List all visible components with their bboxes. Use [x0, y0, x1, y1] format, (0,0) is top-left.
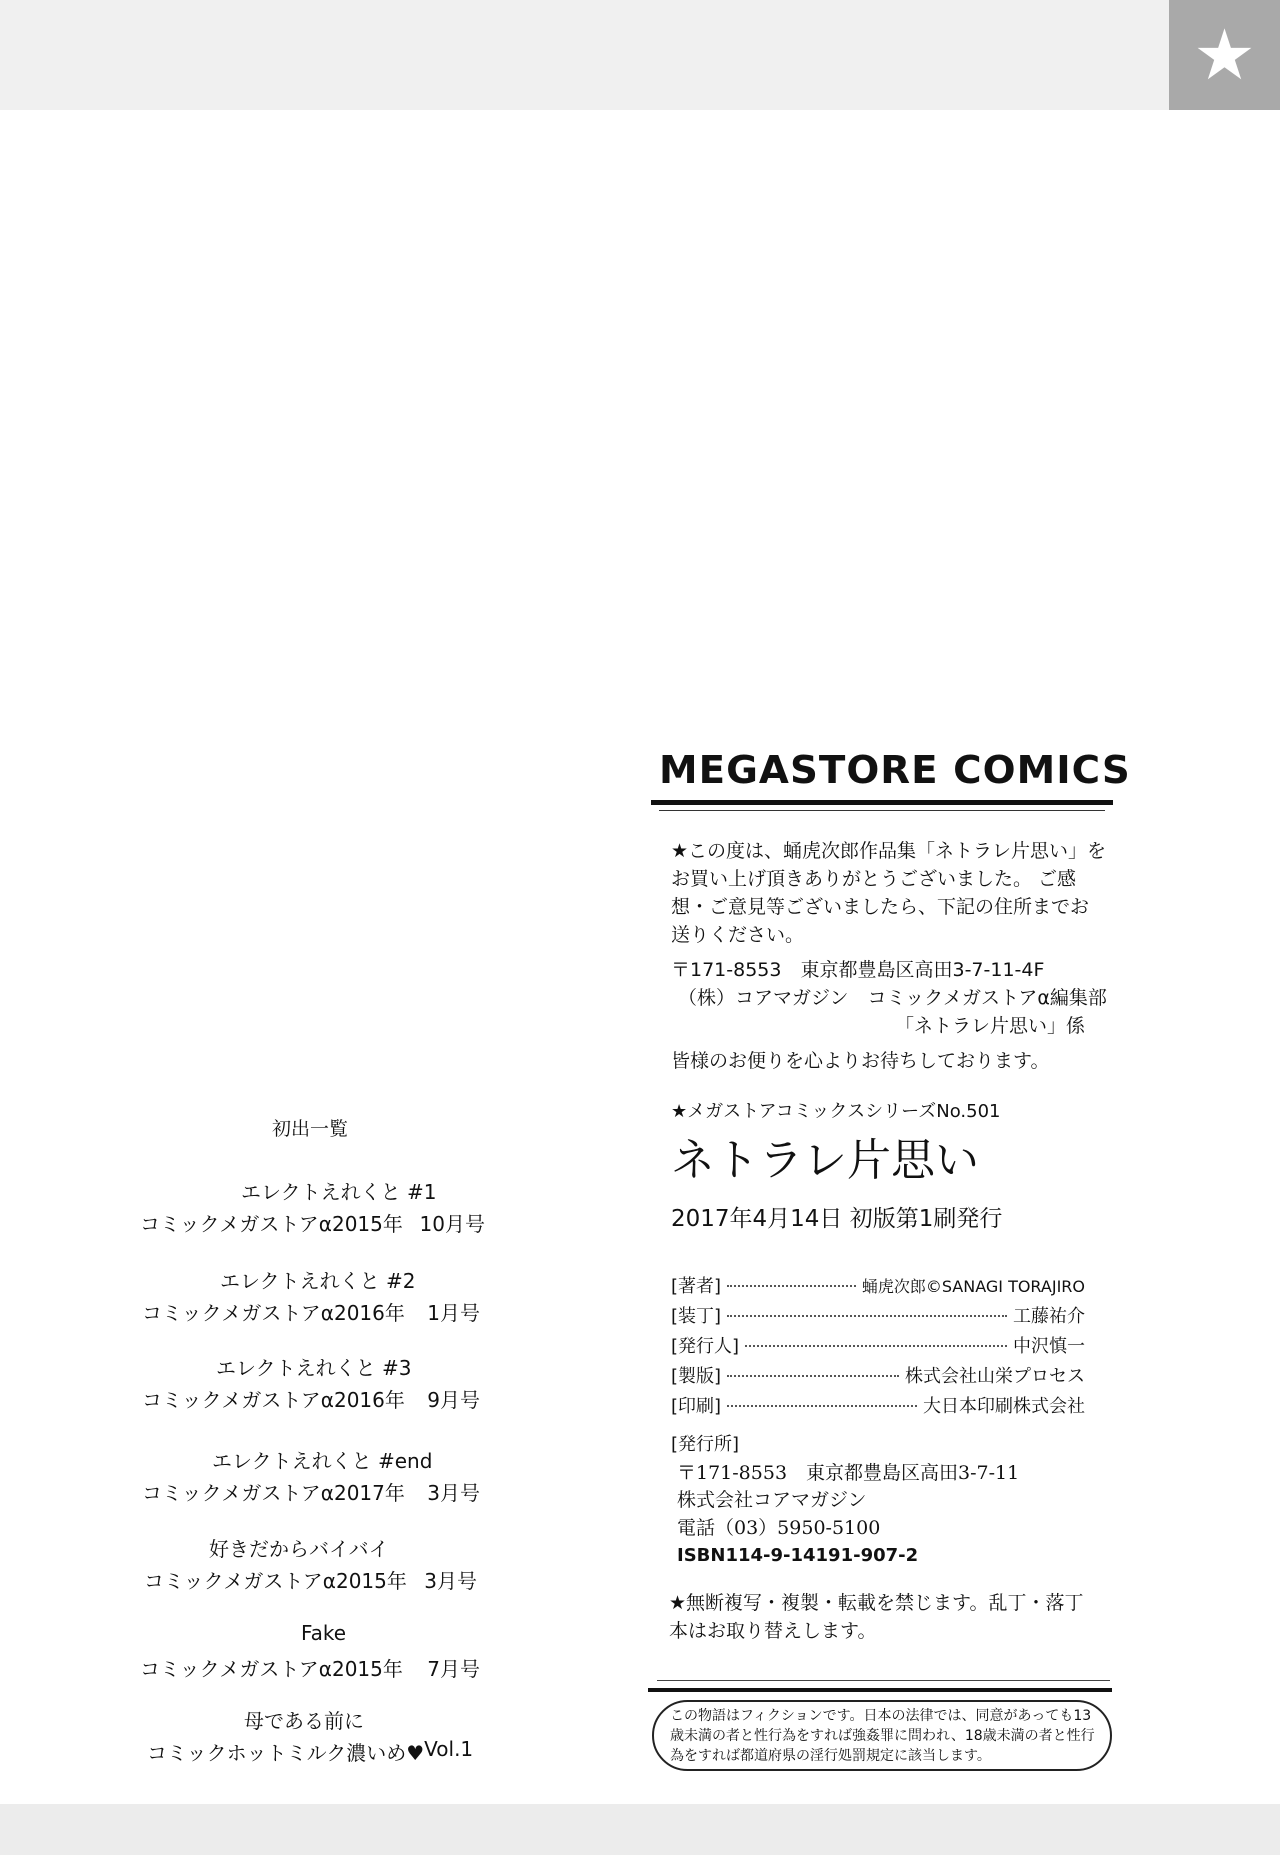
entry-title: Fake — [301, 1621, 347, 1645]
credit-row — [671, 1392, 1085, 1418]
credit-label: [印刷] — [671, 1396, 722, 1417]
entry-title: 母である前に — [244, 1709, 364, 1733]
divider — [651, 800, 1113, 805]
entry-issue: 9月号 — [427, 1388, 480, 1412]
entry-title: エレクトえれくと #2 — [220, 1269, 416, 1293]
star-icon: ★ — [1169, 0, 1280, 110]
publisher-phone: 電話（03）5950-5100 — [677, 1517, 881, 1539]
credit-row — [671, 1302, 1085, 1328]
address-line: （株）コアマガジン コミックメガストアα編集部 — [678, 987, 1107, 1009]
message-line: 送りください。 — [671, 924, 805, 946]
isbn: ISBN114-9-14191-907-2 — [677, 1545, 919, 1566]
credit-value: 工藤祐介 — [1013, 1306, 1085, 1327]
publisher-label: [発行所] — [671, 1434, 740, 1455]
book-title: ネトラレ片思い — [671, 1135, 979, 1186]
entry-issue: Vol.1 — [424, 1737, 474, 1761]
credit-row — [671, 1272, 1085, 1298]
entry-magazine: コミックメガストアα2016年 — [142, 1301, 405, 1325]
leader-dots — [727, 1405, 917, 1407]
credit-label: [発行人] — [671, 1336, 740, 1357]
entry-magazine: コミックメガストアα2017年 — [142, 1481, 405, 1505]
entry-issue: 7月号 — [427, 1657, 480, 1681]
divider — [659, 810, 1105, 811]
message-line: お買い上げ頂きありがとうございました。 ご感 — [671, 868, 1077, 890]
leader-dots — [727, 1285, 856, 1287]
leader-dots — [745, 1345, 1007, 1347]
message-line: ★この度は、蛹虎次郎作品集「ネトラレ片思い」を — [671, 840, 1107, 862]
entry-source — [142, 1297, 480, 1326]
entry-source — [144, 1565, 477, 1594]
leader-dots — [727, 1375, 899, 1377]
entry-source — [147, 1737, 472, 1766]
credit-value: 株式会社山栄プロセス — [905, 1366, 1085, 1387]
divider — [648, 1688, 1112, 1692]
entry-title: エレクトえれくと #1 — [241, 1180, 437, 1204]
entry-magazine: コミックメガストアα2016年 — [142, 1388, 405, 1412]
entry-magazine: コミックメガストアα2015年 — [144, 1569, 407, 1593]
credit-label: [製版] — [671, 1366, 722, 1387]
divider — [657, 1680, 1110, 1681]
entry-title: エレクトえれくと #3 — [216, 1356, 412, 1380]
entry-magazine: コミックメガストアα2015年 — [140, 1657, 403, 1681]
disclaimer-text: この物語はフィクションです。日本の法律では、同意があっても13歳未満の者と性行為をすれば強姦罪に問われ、18歳未満の者と性行為をすれば都道府県の淫行処罰規定に該当します。 — [670, 1708, 1095, 1764]
credit-row — [671, 1332, 1085, 1358]
series-number: ★メガストアコミックスシリーズNo.501 — [671, 1101, 1001, 1122]
brand-logo: MEGASTORE COMICS — [659, 748, 1131, 792]
entry-magazine: コミックメガストアα2015年 — [140, 1212, 403, 1236]
publisher-company: 株式会社コアマガジン — [677, 1489, 867, 1511]
entry-source — [142, 1477, 480, 1506]
entry-issue: 3月号 — [424, 1569, 477, 1593]
address-line: 〒171-8553 東京都豊島区高田3-7-11-4F — [671, 959, 1045, 981]
address-line: 「ネトラレ片思い」係 — [894, 1015, 1085, 1037]
first-appearance-heading: 初出一覧 — [272, 1118, 349, 1140]
publication-date: 2017年4月14日 初版第1刷発行 — [671, 1206, 1003, 1232]
credit-label: [著者] — [671, 1276, 722, 1297]
entry-issue: 10月号 — [419, 1212, 485, 1236]
leader-dots — [727, 1315, 1007, 1317]
credit-label: [装丁] — [671, 1306, 722, 1327]
top-band — [0, 0, 1280, 110]
bottom-band — [0, 1804, 1280, 1855]
entry-source — [140, 1208, 485, 1237]
copyright-notice: 本はお取り替えします。 — [669, 1620, 877, 1642]
entry-source — [142, 1384, 480, 1413]
entry-issue: 1月号 — [427, 1301, 480, 1325]
message-line: 想・ご意見等ございましたら、下記の住所までお — [671, 896, 1090, 918]
credit-value: 大日本印刷株式会社 — [923, 1396, 1085, 1417]
credit-value: 中沢慎一 — [1013, 1336, 1085, 1357]
entry-issue: 3月号 — [427, 1481, 480, 1505]
credit-row — [671, 1362, 1085, 1388]
publisher-address: 〒171-8553 東京都豊島区高田3-7-11 — [677, 1462, 1020, 1484]
entry-title: エレクトえれくと #end — [212, 1449, 433, 1473]
entry-magazine: コミックホットミルク濃いめ♥ — [147, 1741, 425, 1765]
credit-value: 蛹虎次郎©SANAGI TORAJIRO — [861, 1277, 1085, 1296]
copyright-notice: ★無断複写・複製・転載を禁じます。乱丁・落丁 — [669, 1592, 1084, 1614]
entry-source — [140, 1653, 480, 1682]
closing-text: 皆様のお便りを心よりお待ちしております。 — [671, 1050, 1050, 1072]
entry-title: 好きだからバイバイ — [209, 1537, 389, 1561]
